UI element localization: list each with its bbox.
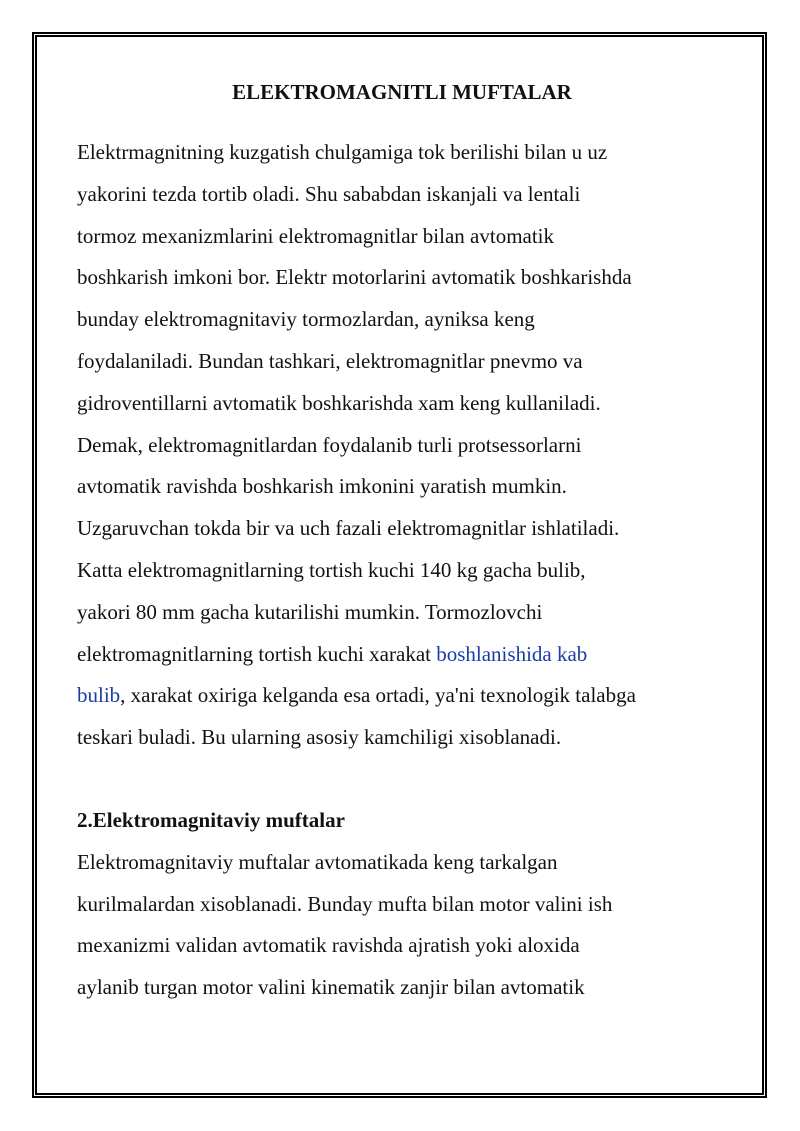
- text-line: Elektromagnitaviy muftalar avtomatikada keng tarkalgan: [77, 849, 558, 874]
- section-spacer: [77, 759, 727, 800]
- text-line: yakori 80 mm gacha kutarilishi mumkin. Tormozlovchi: [77, 599, 543, 624]
- hyperlink-text-part2[interactable]: bulib: [77, 683, 121, 708]
- document-body: [77, 72, 727, 1009]
- text-line: tormoz mexanizmlarini elektromagnitlar bilan avtomatik: [77, 223, 555, 248]
- text-line: Demak, elektromagnitlardan foydalanib turli protsessorlarni: [77, 432, 582, 457]
- hyperlink-text-part1[interactable]: boshlanishida kab: [436, 641, 588, 666]
- text-segment: , xarakat oxiriga kelganda esa ortadi, ya'ni texnologik talabga: [120, 683, 636, 708]
- text-line: yakorini tezda tortib oladi. Shu sababdan iskanjali va lentali: [77, 181, 581, 206]
- document-title: ELEKTROMAGNITLI MUFTALAR: [232, 80, 572, 104]
- text-line: mexanizmi validan avtomatik ravishda ajratish yoki aloxida: [77, 933, 580, 958]
- text-line-with-link: [77, 675, 727, 717]
- text-line: Uzgaruvchan tokda bir va uch fazali elektromagnitlar ishlatiladi.: [77, 516, 620, 541]
- text-line: avtomatik ravishda boshkarish imkonini yaratish mumkin.: [77, 474, 567, 499]
- text-line: Katta elektromagnitlarning tortish kuchi 140 kg gacha bulib,: [77, 557, 586, 582]
- section-heading: 2.Elektromagnitaviy muftalar: [77, 807, 345, 832]
- text-line: foydalaniladi. Bundan tashkari, elektromagnitlar pnevmo va: [77, 348, 583, 373]
- text-line: bunday elektromagnitaviy tormozlardan, ayniksa keng: [77, 307, 535, 332]
- paragraph-intro: [77, 132, 727, 759]
- text-line-with-link: [77, 634, 727, 676]
- paragraph-section2: [77, 842, 727, 1009]
- text-line: Elektrmagnitning kuzgatish chulgamiga tok berilishi bilan u uz: [77, 140, 608, 164]
- text-line: aylanib turgan motor valini kinematik zanjir bilan avtomatik: [77, 975, 585, 1000]
- text-line: gidroventillarni avtomatik boshkarishda xam keng kullaniladi.: [77, 390, 601, 415]
- text-segment: elektromagnitlarning tortish kuchi xarakat: [77, 641, 437, 666]
- text-line: kurilmalardan xisoblanadi. Bunday mufta bilan motor valini ish: [77, 891, 613, 916]
- text-line: teskari buladi. Bu ularning asosiy kamchiligi xisoblanadi.: [77, 725, 562, 750]
- text-line: boshkarish imkoni bor. Elektr motorlarini avtomatik boshkarishda: [77, 265, 632, 290]
